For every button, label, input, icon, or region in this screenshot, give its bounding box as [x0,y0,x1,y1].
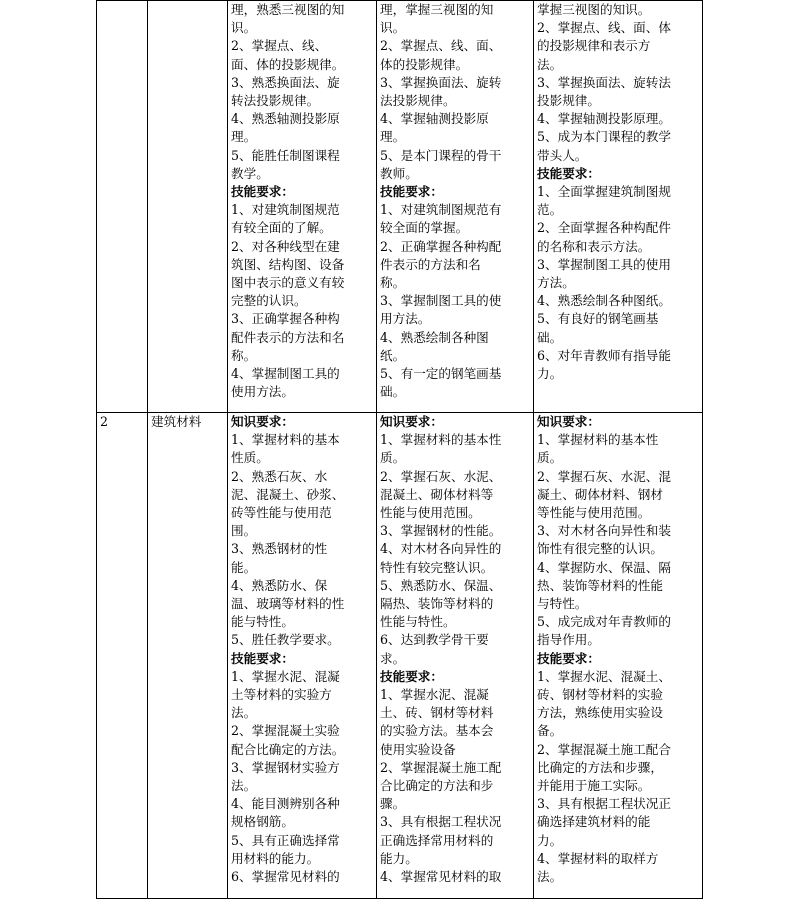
cell-line: 3、对木材各向异性和装 [537,523,671,539]
cell-line: 质。 [537,450,563,466]
cell-line: 3、具有根据工程状况正 [537,796,671,812]
cell-line: 3、熟悉钢材的性 [231,541,328,557]
cell-line: 确选择建筑材料的能 [537,814,651,830]
cell-line: 4、对木材各向异性的 [380,541,502,557]
cell-line: 泥、混凝土、砂浆、 [231,486,345,502]
cell-line: 知识要求： [537,414,600,429]
cell-line: 体的投影规律。 [380,56,469,72]
cell-line: 5、熟悉防水、保温、 [380,577,502,593]
cell-line: 图中表示的意义有较 [231,275,345,291]
cell-line: 5、成完成对年青教师的 [537,614,671,630]
cell-line: 3、具有根据工程状况 [380,814,502,830]
cell-line: 理。 [231,129,257,145]
cell-line: 1、掌握水泥、混凝土、 [537,668,671,684]
cell-line: 技能要求： [537,165,600,181]
cell-line: 饰性有很完整的认识。 [537,541,663,557]
requirements-table [96,0,703,899]
cell-line: 掌握三视图的知识。 [537,2,651,17]
cell-line: 6、掌握常见材料的 [231,869,340,885]
cell-line: 技能要求： [537,650,600,666]
cell-line: 规格钢筋。 [231,814,294,830]
cell-line: 方法，熟练使用实验设 [537,705,663,721]
cell-line: 用方法。 [380,311,431,327]
subject-cell [148,1,228,413]
cell-line: 6、对年青教师有指导能 [537,347,671,363]
cell-line: 础。 [537,329,563,345]
cell-line: 隔热、装饰等材料的 [380,596,494,612]
subject-cell: 建筑材料 [148,413,228,899]
cell-line: 5、成为本门课程的教学 [537,129,671,145]
cell-line: 2、熟悉石灰、水 [231,468,328,484]
cell-line: 比确定的方法和步骤， [537,759,663,775]
cell-line: 件表示的方法和名 [380,256,481,272]
table-row [97,1,703,413]
cell-line: 3、掌握钢材的性能。 [380,523,502,539]
cell-line: 4、掌握轴测投影原理。 [537,111,671,127]
cell-line: 1、掌握材料的基本性 [380,432,502,448]
cell-line: 6、达到教学骨干要 [380,632,489,648]
cell-line: 凝土、砌体材料、钢材 [537,486,663,502]
cell-line: 的实验方法。基本会 [380,723,494,739]
cell-line: 较全面的掌握。 [380,220,469,236]
cell-line: 教学。 [231,165,269,181]
advanced-level-cell [534,1,703,413]
cell-line: 3、掌握制图工具的使用 [537,256,671,272]
cell-line: 力。 [537,832,563,848]
cell-line: 1、掌握材料的基本性 [537,432,659,448]
cell-line: 3、掌握钢材实验方 [231,759,340,775]
cell-line: 称。 [231,347,257,363]
cell-line: 3、掌握制图工具的使 [380,293,502,309]
cell-line: 质。 [380,450,406,466]
cell-line: 2、掌握点、线、面、体 [537,20,671,36]
cell-line: 1、全面掌握建筑制图规 [537,184,671,200]
cell-line: 有较全面的了解。 [231,220,332,236]
cell-line: 完整的认识。 [231,293,307,309]
cell-line: 特性有较完整认识。 [380,559,494,575]
cell-line: 5、有一定的钢笔画基 [380,366,502,382]
cell-line: 法。 [231,778,257,794]
cell-line: 能力。 [380,850,418,866]
cell-line: 理，掌握三视图的知 [380,2,494,17]
cell-line: 4、熟悉防水、保 [231,577,328,593]
cell-line: 方法。 [537,275,575,291]
cell-line: 热、装饰等材料的性能 [537,577,663,593]
cell-line: 3、掌握换面法、旋转 [380,74,502,90]
cell-line: 技能要求： [380,184,443,200]
cell-line: 骤。 [380,796,406,812]
cell-line: 5、是本门课程的骨干 [380,147,502,163]
cell-line: 3、正确掌握各种构 [231,311,340,327]
cell-line: 1、对建筑制图规范 [231,202,340,218]
cell-line: 4、掌握轴测投影原 [380,111,489,127]
cell-line: 5、具有正确选择常 [231,832,340,848]
cell-line: 理。 [380,129,406,145]
cell-line: 2、掌握混凝土实验 [231,723,340,739]
advanced-level-cell [534,413,703,899]
cell-line: 知识要求： [231,414,294,429]
cell-line: 理，熟悉三视图的知 [231,2,345,17]
cell-line: 5、胜任教学要求。 [231,632,340,648]
cell-line: 使用方法。 [231,384,294,400]
cell-line: 配件表示的方法和名 [231,329,345,345]
cell-line: 2、掌握混凝土施工配 [380,759,502,775]
cell-line: 法。 [537,56,563,72]
basic-level-cell [228,1,377,413]
cell-line: 温、玻璃等材料的性 [231,596,345,612]
cell-line: 混凝土、砌体材料等 [380,486,494,502]
cell-line: 2、掌握点、线、面、 [380,38,502,54]
cell-line: 使用实验设备 [380,741,456,757]
cell-line: 求。 [380,650,406,666]
cell-line: 正确选择常用材料的 [380,832,494,848]
cell-line: 识。 [231,20,257,36]
cell-line: 5、能胜任制图课程 [231,147,340,163]
cell-line: 并能用于施工实际。 [537,778,651,794]
cell-line: 范。 [537,202,563,218]
cell-line: 识。 [380,20,406,36]
cell-line: 1、掌握材料的基本 [231,432,340,448]
cell-line: 能。 [231,559,257,575]
cell-line: 4、熟悉轴测投影原 [231,111,340,127]
cell-line: 合比确定的方法和步 [380,778,494,794]
cell-line: 纸。 [380,347,406,363]
basic-level-cell [228,413,377,899]
cell-line: 3、掌握换面法、旋转法 [537,74,671,90]
cell-line: 5、有良好的钢笔画基 [537,311,659,327]
cell-line: 4、熟悉绘制各种图纸。 [537,293,671,309]
cell-line: 能与特性。 [231,614,294,630]
cell-line: 2、掌握混凝土施工配合 [537,741,671,757]
cell-line: 技能要求： [380,668,443,684]
cell-line: 带头人。 [537,147,588,163]
cell-line: 2、全面掌握各种构配件 [537,220,671,236]
cell-line: 性能与使用范围。 [380,505,481,521]
cell-line: 技能要求： [231,650,294,666]
cell-line: 2、掌握点、线、 [231,38,328,54]
intermediate-level-cell [377,413,534,899]
cell-line: 教师。 [380,165,418,181]
cell-line: 称。 [380,275,406,291]
cell-line: 法。 [231,705,257,721]
cell-line: 4、掌握制图工具的 [231,366,340,382]
cell-line: 与特性。 [537,596,588,612]
cell-line: 1、掌握水泥、混凝 [231,668,340,684]
intermediate-level-cell [377,1,534,413]
cell-line: 筑图、结构图、设备 [231,256,345,272]
cell-line: 知识要求： [380,414,443,429]
cell-line: 的名称和表示方法。 [537,238,651,254]
cell-line: 法投影规律。 [380,93,456,109]
cell-line: 土等材料的实验方 [231,687,332,703]
cell-line: 面、体的投影规律。 [231,56,345,72]
cell-line: 性能与特性。 [380,614,456,630]
cell-line: 2、正确掌握各种构配 [380,238,502,254]
cell-line: 4、掌握常见材料的取 [380,869,502,885]
cell-line: 4、能目测辨别各种 [231,796,340,812]
cell-line: 等性能与使用范围。 [537,505,651,521]
cell-line: 砖、钢材等材料的实验 [537,687,663,703]
cell-line: 土、砖、钢材等材料 [380,705,494,721]
cell-line: 1、掌握水泥、混凝 [380,687,489,703]
table-row [97,413,703,899]
cell-line: 投影规律。 [537,93,600,109]
cell-line: 2、对各种线型在建 [231,238,340,254]
row-number-cell [97,1,148,413]
cell-line: 1、对建筑制图规范有 [380,202,502,218]
cell-line: 备。 [537,723,563,739]
cell-line: 4、掌握防水、保温、隔 [537,559,671,575]
cell-line: 的投影规律和表示方 [537,38,651,54]
cell-line: 技能要求： [231,184,294,200]
cell-line: 2、掌握石灰、水泥、混 [537,468,671,484]
cell-line: 础。 [380,384,406,400]
row-number-cell: 2 [97,413,148,899]
cell-line: 4、熟悉绘制各种图 [380,329,489,345]
cell-line: 砖等性能与使用范 [231,505,332,521]
cell-line: 法。 [537,869,563,885]
cell-line: 转法投影规律。 [231,93,320,109]
cell-line: 力。 [537,366,563,382]
cell-line: 用材料的能力。 [231,850,320,866]
cell-line: 2、掌握石灰、水泥、 [380,468,502,484]
cell-line: 3、熟悉换面法、旋 [231,74,340,90]
cell-line: 围。 [231,523,257,539]
cell-line: 4、掌握材料的取样方 [537,850,659,866]
cell-line: 配合比确定的方法。 [231,741,345,757]
cell-line: 性质。 [231,450,269,466]
cell-line: 指导作用。 [537,632,600,648]
